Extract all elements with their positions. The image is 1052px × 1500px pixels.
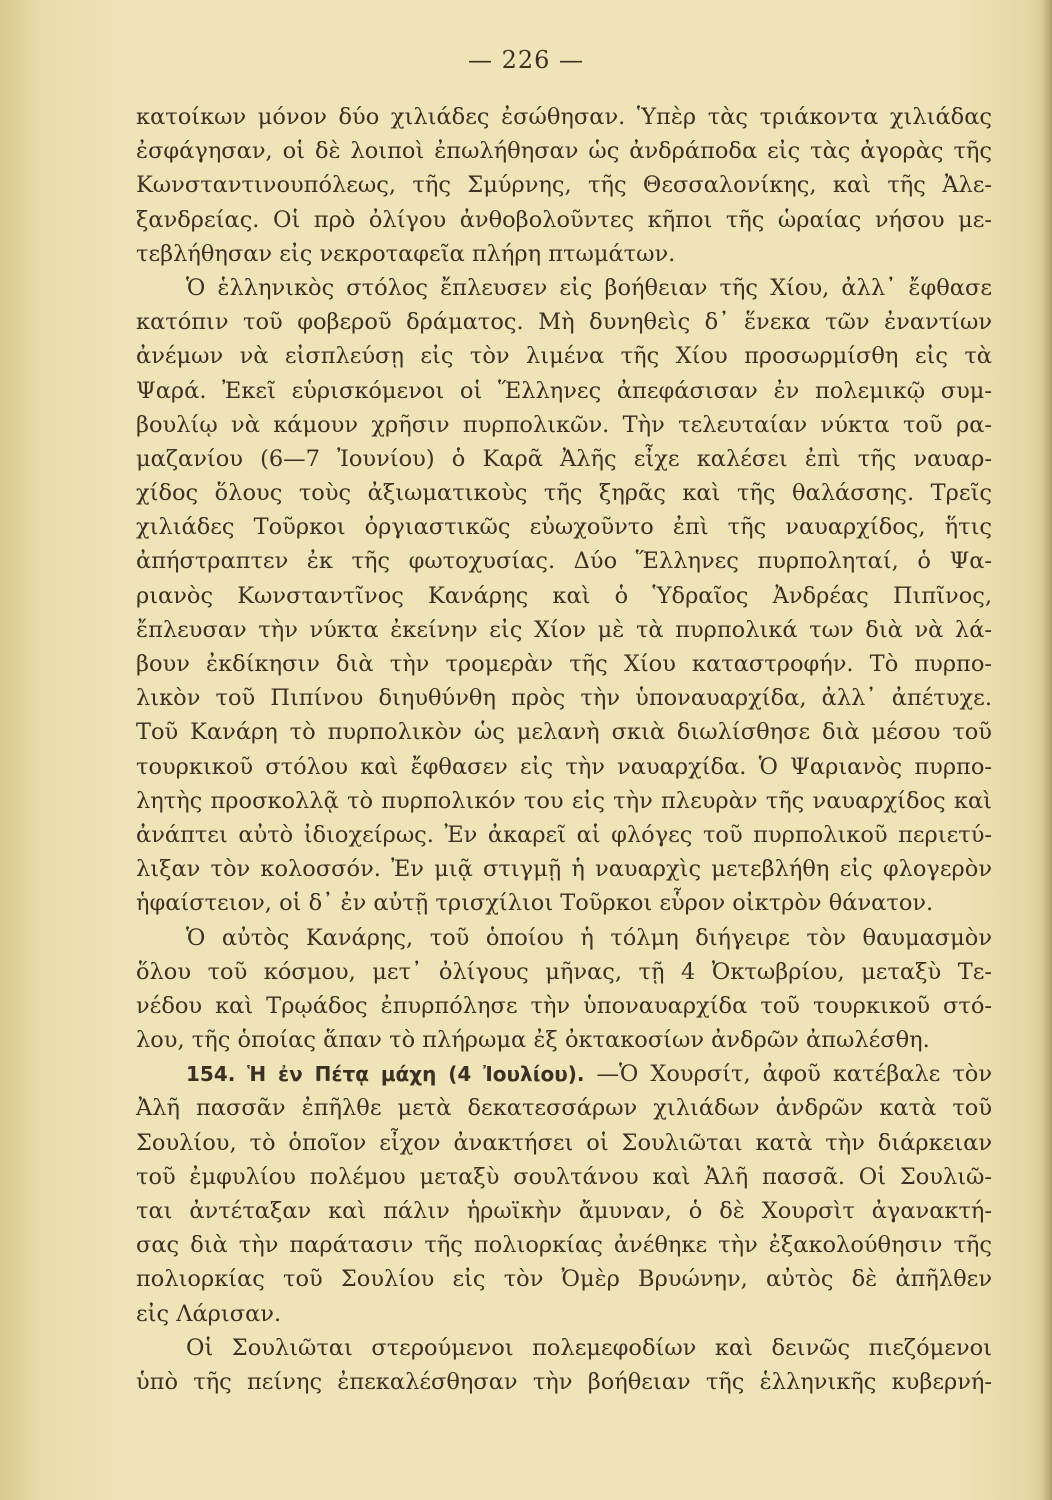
text-line: Κωνσταντινουπόλεως, τῆς Σμύρνης, τῆς Θεσσαλονίκης, καὶ τῆς Ἀλε- xyxy=(136,172,992,199)
text-line: τοῦ ἐμφυλίου πολέμου μεταξὺ σουλτάνου καὶ Ἀλῆ πασσᾶ. Οἱ Σουλιῶ- xyxy=(136,1163,992,1190)
section-heading: 154. Ἡ ἐν Πέτᾳ μάχη (4 Ἰουλίου). xyxy=(186,1062,585,1087)
text-line: λιξαν τὸν κολοσσόν. Ἐν μιᾷ στιγμῇ ἡ ναυαρχὶς μετεβλήθη εἰς φλογερὸν xyxy=(136,856,992,883)
text-line: βουν ἐκδίκησιν διὰ τὴν τρομερὰν τῆς Χίου καταστροφήν. Τὸ πυρπο- xyxy=(136,651,992,677)
text-line: ἔπλευσαν τὴν νύκτα ἐκείνην εἰς Χίον μὲ τὰ πυρπολικά των διὰ νὰ λά- xyxy=(136,616,992,643)
text-line: ἀνάπτει αὐτὸ ἰδιοχείρως. Ἐν ἀκαρεῖ αἱ φλόγες τοῦ πυρπολικοῦ περιετύ- xyxy=(136,821,992,848)
text-line: Σουλίου, τὸ ὁποῖον εἶχον ἀνακτήσει οἱ Σουλιῶται κατὰ τὴν διάρκειαν xyxy=(136,1129,992,1156)
text-line: σας διὰ τὴν παράτασιν τῆς πολιορκίας ἀνέθηκε τὴν ἐξακολούθησιν τῆς xyxy=(136,1232,992,1259)
text-line: Οἱ Σουλιῶται στερούμενοι πολεμεφοδίων καὶ δεινῶς πιεζόμενοι xyxy=(186,1334,992,1361)
text-line: ὑπὸ τῆς πείνης ἐπεκαλέσθησαν τὴν βοήθειαν τῆς ἑλληνικῆς κυβερνή- xyxy=(136,1368,992,1395)
text-line: Τοῦ Κανάρη τὸ πυρπολικὸν ὡς μελανὴ σκιὰ διωλίσθησε διὰ μέσου τοῦ xyxy=(136,719,992,746)
text-line: πολιορκίας τοῦ Σουλίου εἰς τὸν Ὀμὲρ Βρυώνην, αὐτὸς δὲ ἀπῆλθεν xyxy=(136,1266,992,1293)
text-line: Ἀλῆ πασσᾶν ἐπῆλθε μετὰ δεκατεσσάρων χιλιάδων ἀνδρῶν κατὰ τοῦ xyxy=(136,1095,992,1122)
text-line: τεβλήθησαν εἰς νεκροταφεῖα πλήρη πτωμάτων. xyxy=(136,240,676,267)
text-line: ἐσφάγησαν, οἱ δὲ λοιποὶ ἐπωλήθησαν ὡς ἀνδράποδα εἰς τὰς ἀγορὰς τῆς xyxy=(136,138,992,165)
text-line: λου, τῆς ὁποίας ἅπαν τὸ πλήρωμα ἐξ ὀκτακοσίων ἀνδρῶν ἀπωλέσθη. xyxy=(136,1027,930,1054)
text-line: τουρκικοῦ στόλου καὶ ἔφθασεν εἰς τὴν ναυαρχίδα. Ὁ Ψαριανὸς πυρπο- xyxy=(136,753,992,780)
text-line: κατόπιν τοῦ φοβεροῦ δράματος. Μὴ δυνηθεὶς δ᾽ ἕνεκα τῶν ἐναντίων xyxy=(136,309,992,336)
text-line: νέδου καὶ Τρῳάδος ἐπυρπόλησε τὴν ὑποναυαρχίδα τοῦ τουρκικοῦ στό- xyxy=(136,992,992,1019)
text-line: χιλιάδες Τοῦρκοι ὀργιαστικῶς εὐωχοῦντο ἐπὶ τῆς ναυαρχίδος, ἥτις xyxy=(136,514,992,541)
text-line: ἀνέμων νὰ εἰσπλεύσῃ εἰς τὸν λιμένα τῆς Χίου προσωρμίσθη εἰς τὰ xyxy=(136,343,992,370)
text-line: Ὁ ἑλληνικὸς στόλος ἔπλευσεν εἰς βοήθειαν τῆς Χίου, ἀλλ᾽ ἔφθασε xyxy=(186,274,992,301)
section-first-line xyxy=(136,1057,992,1091)
text-line: λικὸν τοῦ Πιπίνου διηυθύνθη πρὸς τὴν ὑποναυαρχίδα, ἀλλ᾽ ἀπέτυχε. xyxy=(136,685,992,712)
text-line: βουλίῳ νὰ κάμουν χρῆσιν πυρπολικῶν. Τὴν τελευταίαν νύκτα τοῦ ρα- xyxy=(136,411,992,438)
text-line: ἡφαίστειον, οἱ δ᾽ ἐν αὐτῇ τρισχίλιοι Τοῦρκοι εὗρον οἰκτρὸν θάνατον. xyxy=(136,890,934,917)
text-line: εἰς Λάρισαν. xyxy=(136,1300,282,1327)
text-line: ριανὸς Κωνσταντῖνος Κανάρης καὶ ὁ Ὑδραῖος Ἀνδρέας Πιπῖνος, xyxy=(136,582,992,609)
text-line: χίδος ὅλους τοὺς ἀξιωματικοὺς τῆς ξηρᾶς καὶ τῆς θαλάσσης. Τρεῖς xyxy=(136,480,992,507)
text-line: λητὴς προσκολλᾷ τὸ πυρπολικόν του εἰς τὴν πλευρὰν τῆς ναυαρχίδος καὶ xyxy=(136,787,992,814)
text-line: ἀπήστραπτεν ἐκ τῆς φωτοχυσίας. Δύο Ἕλληνες πυρποληταί, ὁ Ψα- xyxy=(136,548,992,575)
text-line: Ψαρά. Ἐκεῖ εὑρισκόμενοι οἱ Ἕλληνες ἀπεφάσισαν ἐν πολεμικῷ συμ- xyxy=(136,377,992,404)
text-line: κατοίκων μόνον δύο χιλιάδες ἐσώθησαν. Ὑπὲρ τὰς τριάκοντα χιλιάδας xyxy=(136,104,992,130)
body-text xyxy=(136,100,992,1399)
text-line: ὅλου τοῦ κόσμου, μετ᾽ ὀλίγους μῆνας, τῇ 4 Ὀκτωβρίου, μεταξὺ Τε- xyxy=(136,958,992,985)
text-line: Ὁ αὐτὸς Κανάρης, τοῦ ὁποίου ἡ τόλμη διήγειρε τὸν θαυμασμὸν xyxy=(186,924,992,951)
text-line: ξανδρείας. Οἱ πρὸ ὀλίγου ἀνθοβολοῦντες κῆποι τῆς ὡραίας νήσου με- xyxy=(136,206,992,233)
page-edge-shadow xyxy=(1042,0,1052,1500)
page-number: — 226 — xyxy=(467,46,585,74)
text-line: μαζανίου (6—7 Ἰουνίου) ὁ Καρᾶ Ἀλῆς εἶχε καλέσει ἐπὶ τῆς ναυαρ- xyxy=(136,445,992,472)
text-span: —Ὁ Χουρσίτ, ἀφοῦ κατέβαλε τὸν xyxy=(596,1061,992,1088)
text-line: ται ἀντέταξαν καὶ πάλιν ἡρωϊκὴν ἄμυναν, ὁ δὲ Χουρσὶτ ἀγανακτή- xyxy=(136,1198,992,1224)
